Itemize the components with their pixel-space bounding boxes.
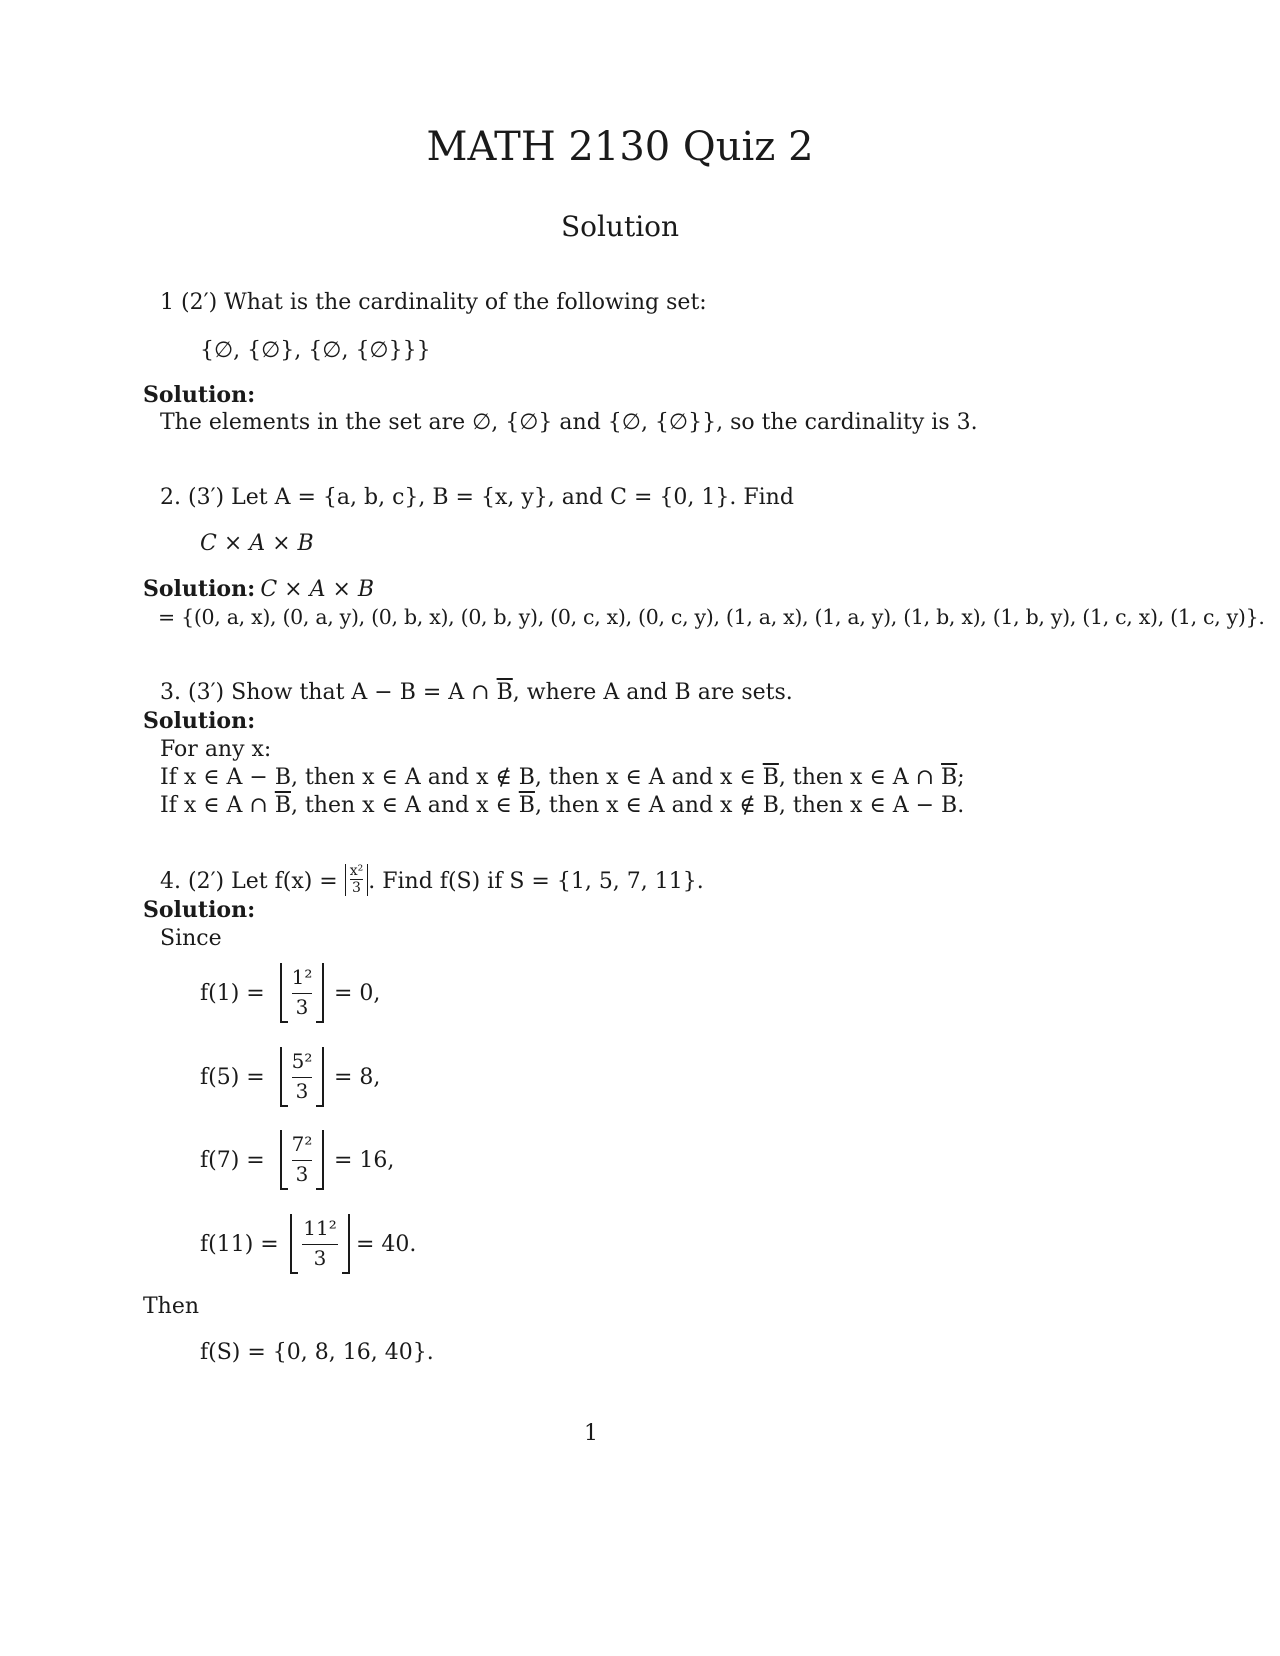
q4-since: Since (160, 926, 222, 951)
q4-row-numerator: 11² (303, 1216, 337, 1240)
q4-result: f(S) = {0, 8, 16, 40}. (200, 1340, 434, 1365)
q1-solution-label: Solution: (143, 382, 256, 408)
q2-prompt: 2. (3′) Let A = {a, b, c}, B = {x, y}, and C = {0, 1}. Find (160, 485, 794, 510)
q3-prompt-suffix: , where A and B are sets. (512, 680, 793, 705)
q4-row-rhs: = 0, (334, 981, 381, 1006)
q2-solution-label: Solution: (143, 576, 256, 602)
q4-row-numerator: 5² (291, 1049, 313, 1073)
page-title: MATH 2130 Quiz 2 (426, 124, 814, 170)
q2-solution-expression: C × A × B (260, 577, 375, 602)
q4-row-lhs: f(5) = (200, 1065, 265, 1090)
q3-line-3-part-a: If x ∈ A ∩ (160, 793, 275, 818)
q4-row-denominator: 3 (295, 995, 309, 1019)
q4-prompt (160, 863, 704, 898)
page-number: 1 (584, 1421, 598, 1446)
q4-row-fraction-bar (292, 1077, 312, 1078)
q4-row-fraction-bar (302, 1244, 338, 1245)
q3-solution-label: Solution: (143, 708, 256, 734)
q3-prompt (160, 680, 793, 705)
q2-expression: C × A × B (200, 531, 314, 556)
q4-solution-label: Solution: (143, 897, 256, 923)
q1-solution-text: The elements in the set are ∅, {∅} and {∅, {∅}}, so the cardinality is 3. (160, 410, 978, 435)
q3-line-2-complement-1: $\overline{B}$ (762, 765, 779, 790)
q4-row-fraction-bar (292, 993, 312, 994)
q3-line-3-part-b: , then x ∈ A and x ∈ (290, 793, 519, 818)
q3-line-3 (160, 793, 964, 818)
q4-then: Then (143, 1294, 200, 1319)
q2-solution-text: = {(0, a, x), (0, a, y), (0, b, x), (0, b, y), (0, c, x), (0, c, y), (1, a, x), (1, a, y), (1, b, x), (1, b, y), (1, c, x), (1, c, y)}. (158, 605, 1265, 629)
q3-line-3-complement-2: $\overline{B}$ (518, 793, 535, 818)
q4-row-numerator: 7² (291, 1132, 313, 1156)
q4-row-numerator: 1² (291, 965, 313, 989)
q4-prompt-floor-fraction (345, 864, 369, 896)
q4-row-lhs: f(7) = (200, 1148, 265, 1173)
q4-row-rhs: = 16, (334, 1148, 395, 1173)
page-subtitle: Solution (560, 210, 680, 243)
q1-set: {∅, {∅}, {∅, {∅}}} (200, 338, 431, 363)
q4-row-floor (280, 1047, 324, 1107)
q3-prompt-prefix: 3. (3′) Show that A − B = A ∩ (160, 680, 497, 705)
q4-row-fraction-bar (292, 1160, 312, 1161)
q3-prompt-complement: $\overline{B}$ (496, 680, 513, 705)
q4-prompt-denominator: 3 (352, 880, 361, 896)
q4-row-denominator: 3 (295, 1079, 309, 1103)
q4-prompt-part-b: . Find f(S) if S = {1, 5, 7, 11}. (368, 869, 704, 894)
q3-line-2-part-c: ; (957, 765, 965, 790)
q4-row-rhs: = 40. (356, 1232, 417, 1257)
q3-line-2-part-b: , then x ∈ A ∩ (778, 765, 942, 790)
q2-solution-heading (143, 576, 374, 602)
q4-row-floor (280, 963, 324, 1023)
q4-prompt-numerator: x² (349, 863, 364, 879)
q3-line-2-part-a: If x ∈ A − B, then x ∈ A and x ∉ B, then x ∈ A and x ∈ (160, 765, 763, 790)
q3-line-3-part-c: , then x ∈ A and x ∉ B, then x ∈ A − B. (534, 793, 965, 818)
q3-line-3-complement-1: $\overline{B}$ (274, 793, 291, 818)
q4-row-lhs: f(1) = (200, 981, 265, 1006)
q3-line-1: For any x: (160, 737, 272, 762)
q3-line-2-complement-2: $\overline{B}$ (941, 765, 958, 790)
q3-line-2 (160, 765, 965, 790)
q4-row-denominator: 3 (295, 1162, 309, 1186)
q4-row-lhs: f(11) = (200, 1232, 279, 1257)
q4-row-floor (290, 1214, 350, 1274)
q1-prompt: 1 (2′) What is the cardinality of the following set: (160, 290, 707, 315)
q4-row-floor (280, 1130, 324, 1190)
q4-row-rhs: = 8, (334, 1065, 381, 1090)
q4-prompt-part-a: 4. (2′) Let f(x) = (160, 869, 338, 894)
q4-row-denominator: 3 (313, 1246, 327, 1270)
